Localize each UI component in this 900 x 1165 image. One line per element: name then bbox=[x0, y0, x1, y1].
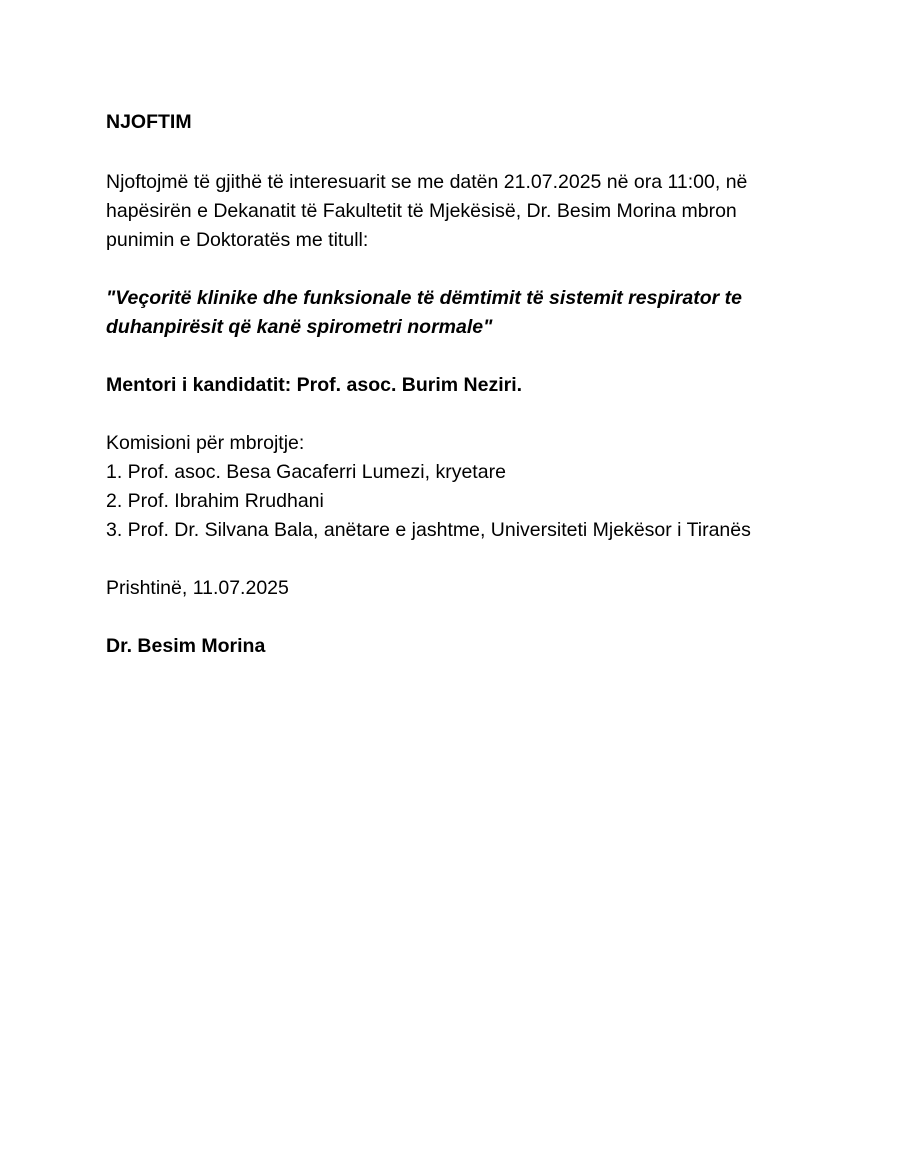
place-date: Prishtinë, 11.07.2025 bbox=[106, 577, 289, 599]
committee-member: 3. Prof. Dr. Silvana Bala, anëtare e jashtme, Universiteti Mjekësor i Tiranës bbox=[106, 519, 751, 541]
notice-heading: NJOFTIM bbox=[106, 111, 192, 133]
committee-label: Komisioni për mbrojtje: bbox=[106, 432, 305, 454]
notice-intro: Njoftojmë të gjithë të interesuarit se me datën 21.07.2025 në ora 11:00, në hapësirën e Dekanatit të Fakultetit të Mjekësisë, Dr. Besim Morina mbron punimin e Doktoratës me titull: bbox=[106, 171, 748, 251]
signature-name: Dr. Besim Morina bbox=[106, 635, 266, 657]
committee-member: 1. Prof. asoc. Besa Gacaferri Lumezi, kryetare bbox=[106, 461, 506, 483]
thesis-title: "Veçoritë klinike dhe funksionale të dëmtimit të sistemit respirator te duhanpirësit që kanë spirometri normale" bbox=[106, 287, 742, 338]
committee-section bbox=[106, 429, 806, 545]
committee-member: 2. Prof. Ibrahim Rrudhani bbox=[106, 490, 324, 512]
mentor-line: Mentori i kandidatit: Prof. asoc. Burim Neziri. bbox=[106, 374, 523, 396]
notice-body bbox=[106, 108, 806, 661]
